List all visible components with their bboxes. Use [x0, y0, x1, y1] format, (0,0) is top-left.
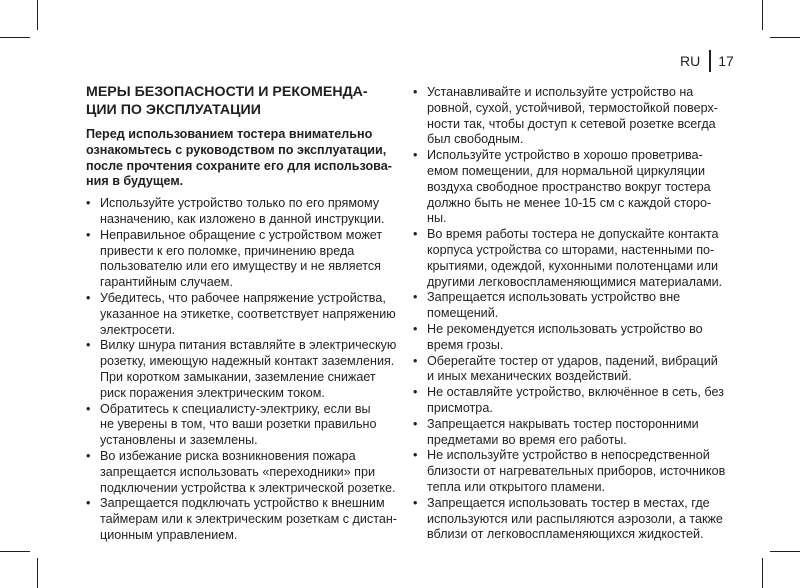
text-line: и иных механических воздействий. — [427, 369, 632, 384]
text-line: другими легковоспламеняющимися материалами. — [427, 274, 723, 289]
list-item — [413, 148, 743, 227]
crop-mark — [37, 558, 38, 588]
header-divider — [709, 50, 711, 72]
list-item — [86, 449, 396, 496]
text-line: Оберегайте тостер от ударов, падений, вибраций — [427, 353, 718, 368]
bullet-icon: • — [86, 227, 91, 242]
text-line: запрещается использовать «переходники» при — [100, 464, 376, 479]
text-line: ны. — [427, 211, 447, 226]
text-line: розетку, имеющую надежный контакт заземления. — [100, 354, 395, 369]
text-line: крытиями, одеждой, кухонными полотенцами или — [427, 258, 719, 273]
intro-paragraph — [86, 127, 396, 190]
safety-list — [86, 196, 396, 544]
text-line: При коротком замыкании, заземление снижает — [100, 369, 376, 384]
bullet-icon: • — [413, 321, 418, 336]
text-line: установлены и заземлены. — [100, 433, 258, 448]
section-title — [86, 83, 396, 119]
text-line: время грозы. — [427, 337, 504, 352]
list-item — [413, 227, 743, 290]
page-header — [680, 50, 734, 72]
list-item — [413, 496, 743, 543]
left-column — [86, 83, 396, 544]
text-line: Устанавливайте и используйте устройство на — [427, 85, 694, 99]
list-item — [86, 402, 396, 449]
text-line: гарантийным случаем. — [100, 275, 233, 290]
crop-mark — [770, 551, 800, 552]
bullet-icon: • — [413, 495, 418, 510]
list-item — [86, 291, 396, 338]
text-line: Используйте устройство в хорошо проветрива- — [427, 148, 703, 163]
list-item — [413, 385, 743, 417]
list-item — [413, 85, 743, 148]
crop-mark — [37, 0, 38, 30]
text-line: Вилку шнура питания вставляйте в электрическую — [100, 338, 397, 353]
text-line: Во время работы тостера не допускайте контакта — [427, 227, 719, 242]
text-line: воздуха свободное пространство вокруг тостера — [427, 179, 711, 194]
text-line: ности так, чтобы доступ к сетевой розетке всегда — [427, 116, 716, 131]
bullet-icon: • — [86, 496, 91, 511]
text-line: Убедитесь, что рабочее напряжение устройства, — [100, 290, 386, 305]
right-column — [413, 85, 743, 543]
list-item — [413, 417, 743, 449]
text-line: ЦИИ ПО ЭКСПЛУАТАЦИИ — [86, 102, 261, 118]
list-item — [86, 228, 396, 291]
text-line: был свободным. — [427, 132, 524, 147]
text-line: тепла или открытого пламени. — [427, 479, 606, 494]
text-line: емом помещении, для нормальной циркуляции — [427, 163, 705, 178]
bullet-icon: • — [86, 196, 91, 211]
text-line: не уверены в том, что ваши розетки правильно — [100, 417, 377, 432]
text-line: Во избежание риска возникновения пожара — [100, 448, 356, 463]
bullet-icon: • — [86, 401, 91, 416]
bullet-icon: • — [413, 448, 418, 463]
text-line: Не используйте устройство в непосредственной — [427, 448, 710, 463]
crop-mark — [762, 0, 763, 30]
bullet-icon: • — [86, 290, 91, 305]
text-line: помещений. — [427, 306, 499, 321]
crop-mark — [770, 37, 800, 38]
text-line: должно быть не менее 10-15 см с каждой сторо- — [427, 195, 712, 210]
bullet-icon: • — [413, 353, 418, 368]
text-line: вблизи от легковоспламеняющихся жидкостей. — [427, 527, 704, 542]
text-line: подключении устройства к электрической розетке. — [100, 480, 396, 495]
list-item — [86, 496, 396, 543]
bullet-icon: • — [413, 85, 418, 99]
list-item — [413, 448, 743, 495]
text-line: таймерам или к электрическим розеткам с дистан- — [100, 512, 397, 527]
text-line: предметами во время его работы. — [427, 432, 627, 447]
crop-mark — [0, 551, 30, 552]
text-line: ознакомьтесь с руководством по эксплуатации, — [86, 142, 387, 157]
text-line: привести к его поломке, причинению вреда — [100, 243, 355, 258]
text-line: корпуса устройства со шторами, настенными по- — [427, 242, 715, 257]
text-line: близости от нагревательных приборов, источников — [427, 464, 726, 479]
text-line: используются или распыляются аэрозоли, а также — [427, 511, 723, 526]
list-item — [86, 196, 396, 228]
text-line: Перед использованием тостера внимательно — [86, 127, 373, 141]
safety-list — [413, 85, 743, 543]
list-item — [86, 338, 396, 401]
list-item — [413, 322, 743, 354]
text-line: Запрещается использовать тостер в местах, где — [427, 495, 710, 510]
list-item — [413, 354, 743, 386]
bullet-icon: • — [413, 148, 418, 163]
text-line: Используйте устройство только по его прямому — [100, 196, 380, 211]
text-line: Запрещается накрывать тостер посторонними — [427, 416, 699, 431]
text-line: Обратитесь к специалисту-электрику, если вы — [100, 401, 371, 416]
page-number: 17 — [718, 53, 734, 69]
bullet-icon: • — [86, 448, 91, 463]
text-line: электросети. — [100, 322, 176, 337]
text-line: Неправильное обращение с устройством может — [100, 227, 383, 242]
bullet-icon: • — [413, 385, 418, 400]
text-line: пользователю или его имуществу и не является — [100, 259, 381, 274]
crop-mark — [762, 558, 763, 588]
language-code: RU — [680, 53, 701, 69]
text-line: Запрещается подключать устройство к внешним — [100, 496, 385, 511]
bullet-icon: • — [413, 227, 418, 242]
text-line: Не оставляйте устройство, включённое в сеть, без — [427, 385, 724, 400]
text-line: после прочтения сохраните его для использова- — [86, 158, 392, 173]
text-line: ционным управлением. — [100, 527, 238, 542]
text-line: ровной, сухой, устойчивой, термостойкой поверх- — [427, 100, 718, 115]
text-line: Запрещается использовать устройство вне — [427, 290, 681, 305]
text-line: присмотра. — [427, 400, 493, 415]
text-line: указанное на этикетке, соответствует напряжению — [100, 306, 396, 321]
text-line: ния в будущем. — [86, 174, 184, 189]
text-line: МЕРЫ БЕЗОПАСНОСТИ И РЕКОМЕНДА- — [86, 84, 368, 100]
crop-mark — [0, 37, 30, 38]
text-line: риск поражения электрическим током. — [100, 385, 325, 400]
text-line: Не рекомендуется использовать устройство во — [427, 321, 703, 336]
list-item — [413, 290, 743, 322]
text-line: назначению, как изложено в данной инструкции. — [100, 211, 385, 226]
bullet-icon: • — [413, 416, 418, 431]
bullet-icon: • — [86, 338, 91, 353]
bullet-icon: • — [413, 290, 418, 305]
